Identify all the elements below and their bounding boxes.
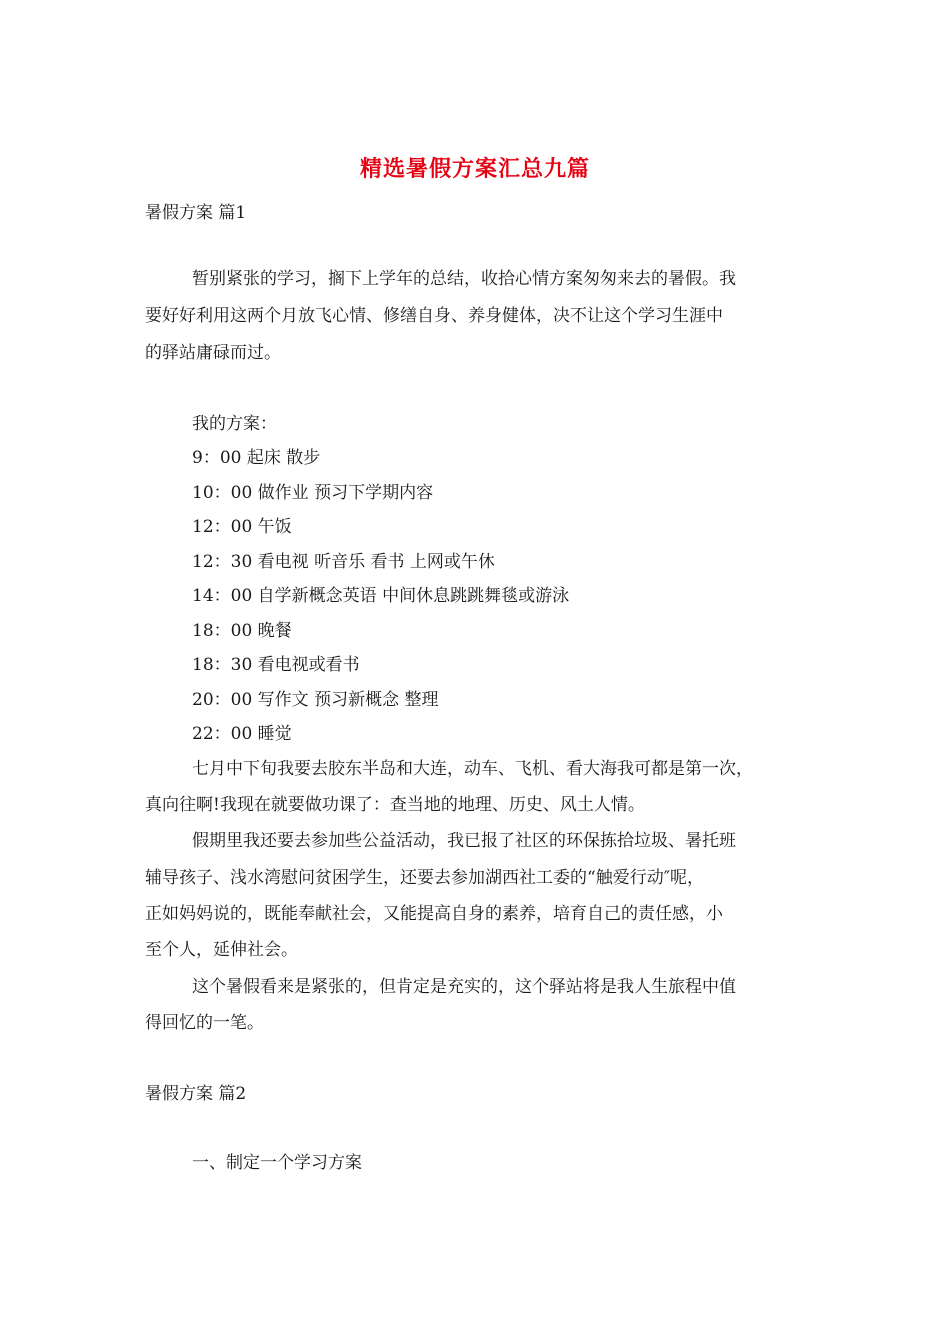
document-title: 精选暑假方案汇总九篇 xyxy=(359,156,590,182)
schedule-item: 14：00 自学新概念英语 中间休息跳跳舞毯或游泳 xyxy=(192,586,570,606)
schedule-item: 20：00 写作文 预习新概念 整理 xyxy=(192,690,439,710)
schedule-item: 22：00 睡觉 xyxy=(192,724,292,744)
section-heading-2: 暑假方案 篇2 xyxy=(145,1084,247,1104)
charity-line-2: 辅导孩子、浅水湾慰问贫困学生，还要去参加湖西社工委的“触爱行动″呢， xyxy=(145,868,705,888)
intro-line-1: 暂别紧张的学习，搁下上学年的总结，收拾心情方案匆匆来去的暑假。我 xyxy=(192,269,736,289)
schedule-item: 10：00 做作业 预习下学期内容 xyxy=(192,483,434,503)
schedule-item: 12：00 午饭 xyxy=(192,517,292,537)
plan-label: 我的方案： xyxy=(192,414,277,434)
schedule-item: 18：30 看电视或看书 xyxy=(192,655,360,675)
charity-line-3: 正如妈妈说的，既能奉献社会，又能提高自身的素养，培育自己的责任感，小 xyxy=(145,904,723,924)
section2-item-1: 一、制定一个学习方案 xyxy=(192,1153,362,1173)
travel-line-2: 真向往啊!我现在就要做功课了：查当地的地理、历史、风土人情。 xyxy=(145,795,645,815)
charity-line-1: 假期里我还要去参加些公益活动，我已报了社区的环保拣拾垃圾、暑托班 xyxy=(192,831,736,851)
schedule-item: 12：30 看电视 听音乐 看书 上网或午休 xyxy=(192,552,495,572)
closing-line-1: 这个暑假看来是紧张的，但肯定是充实的，这个驿站将是我人生旅程中值 xyxy=(192,977,736,997)
intro-line-2: 要好好利用这两个月放飞心情、修缮自身、养身健体，决不让这个学习生涯中 xyxy=(145,306,723,326)
schedule-item: 18：00 晚餐 xyxy=(192,621,292,641)
schedule-item: 9：00 起床 散步 xyxy=(192,448,321,468)
travel-line-1: 七月中下旬我要去胶东半岛和大连，动车、飞机、看大海我可都是第一次， xyxy=(192,759,753,779)
section-heading-1: 暑假方案 篇1 xyxy=(145,203,247,223)
closing-line-2: 得回忆的一笔。 xyxy=(145,1013,264,1033)
charity-line-4: 至个人，延伸社会。 xyxy=(145,940,298,960)
intro-line-3: 的驿站庸碌而过。 xyxy=(145,343,281,363)
